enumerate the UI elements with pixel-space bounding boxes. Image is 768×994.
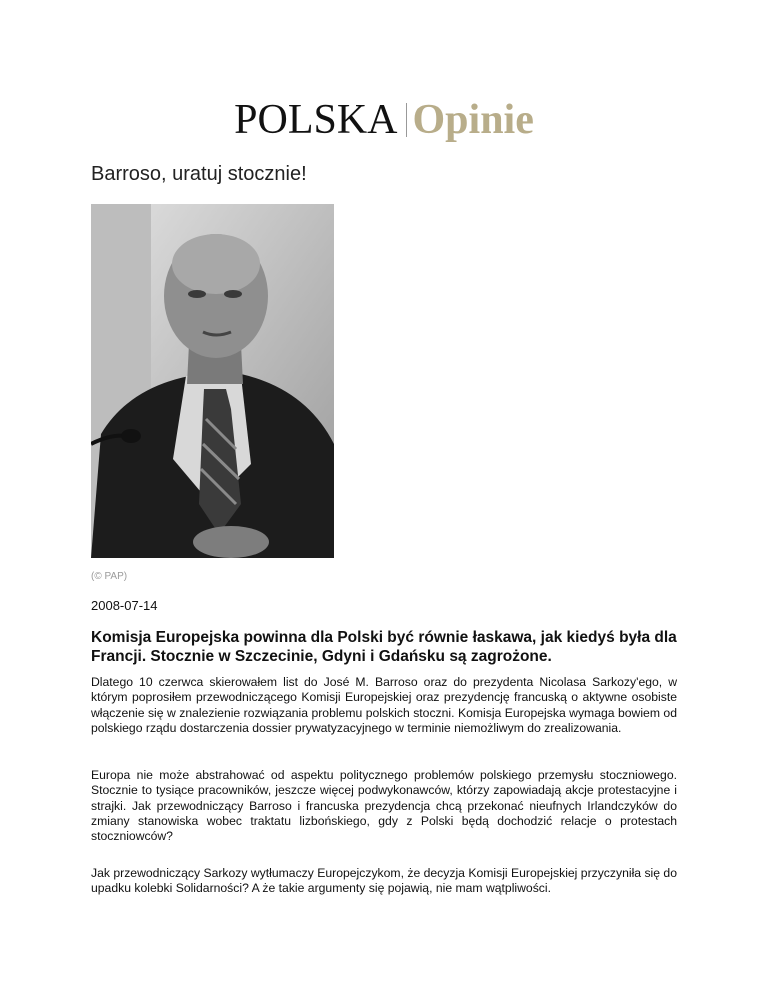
photo-credit: (© PAP) — [91, 571, 128, 582]
article-date: 2008-07-14 — [91, 598, 158, 613]
article-paragraph: Europa nie może abstrahować od aspektu politycznego problemów polskiego przemysłu stoczniowego. Stocznie to tysiące pracowników, jeszcze więcej podwykonawców, którzy zapowiadają akcje protestacyjne i strajki. Jak przewodniczący Barroso i francuska prezydencja chcą przekonać nieufnych Irlandczyków do zmiany stanowiska wobec traktatu lizbońskiego, gdy z Polski będą dochodzić relacje o protestach stoczniowców? — [91, 768, 677, 844]
article-paragraph: Dlatego 10 czerwca skierowałem list do José M. Barroso oraz do prezydenta Nicolasa Sarkozy'ego, w którym poprosiłem przewodniczącego Komisji Europejskiej oraz prezydencję francuską o aktywne osobiste włączenie się w znalezienie rozwiązania problemu polskich stoczni. Komisja Europejska wymaga bowiem od polskiego rządu dostarczenia dossier prywatyzacyjnego w terminie niemożliwym do zrealizowania. — [91, 675, 677, 735]
portrait-illustration — [91, 204, 334, 558]
article-lead: Komisja Europejska powinna dla Polski być równie łaskawa, jak kiedyś była dla Francji. Stocznie w Szczecinie, Gdyni i Gdańsku są zagrożone. — [91, 629, 677, 665]
article-paragraph: Jak przewodniczący Sarkozy wytłumaczy Europejczykom, że decyzja Komisji Europejskiej przyczyniła się do upadku kolebki Solidarności? A że takie argumenty się pojawią, nie mam wątpliwości. — [91, 866, 677, 896]
article-photo — [91, 204, 334, 558]
brand-name: POLSKA — [234, 97, 398, 143]
article-title: Barroso, uratuj stocznie! — [91, 163, 307, 185]
section-name: Opinie — [412, 97, 534, 143]
brand-divider — [406, 103, 407, 137]
masthead-logo — [0, 96, 768, 144]
